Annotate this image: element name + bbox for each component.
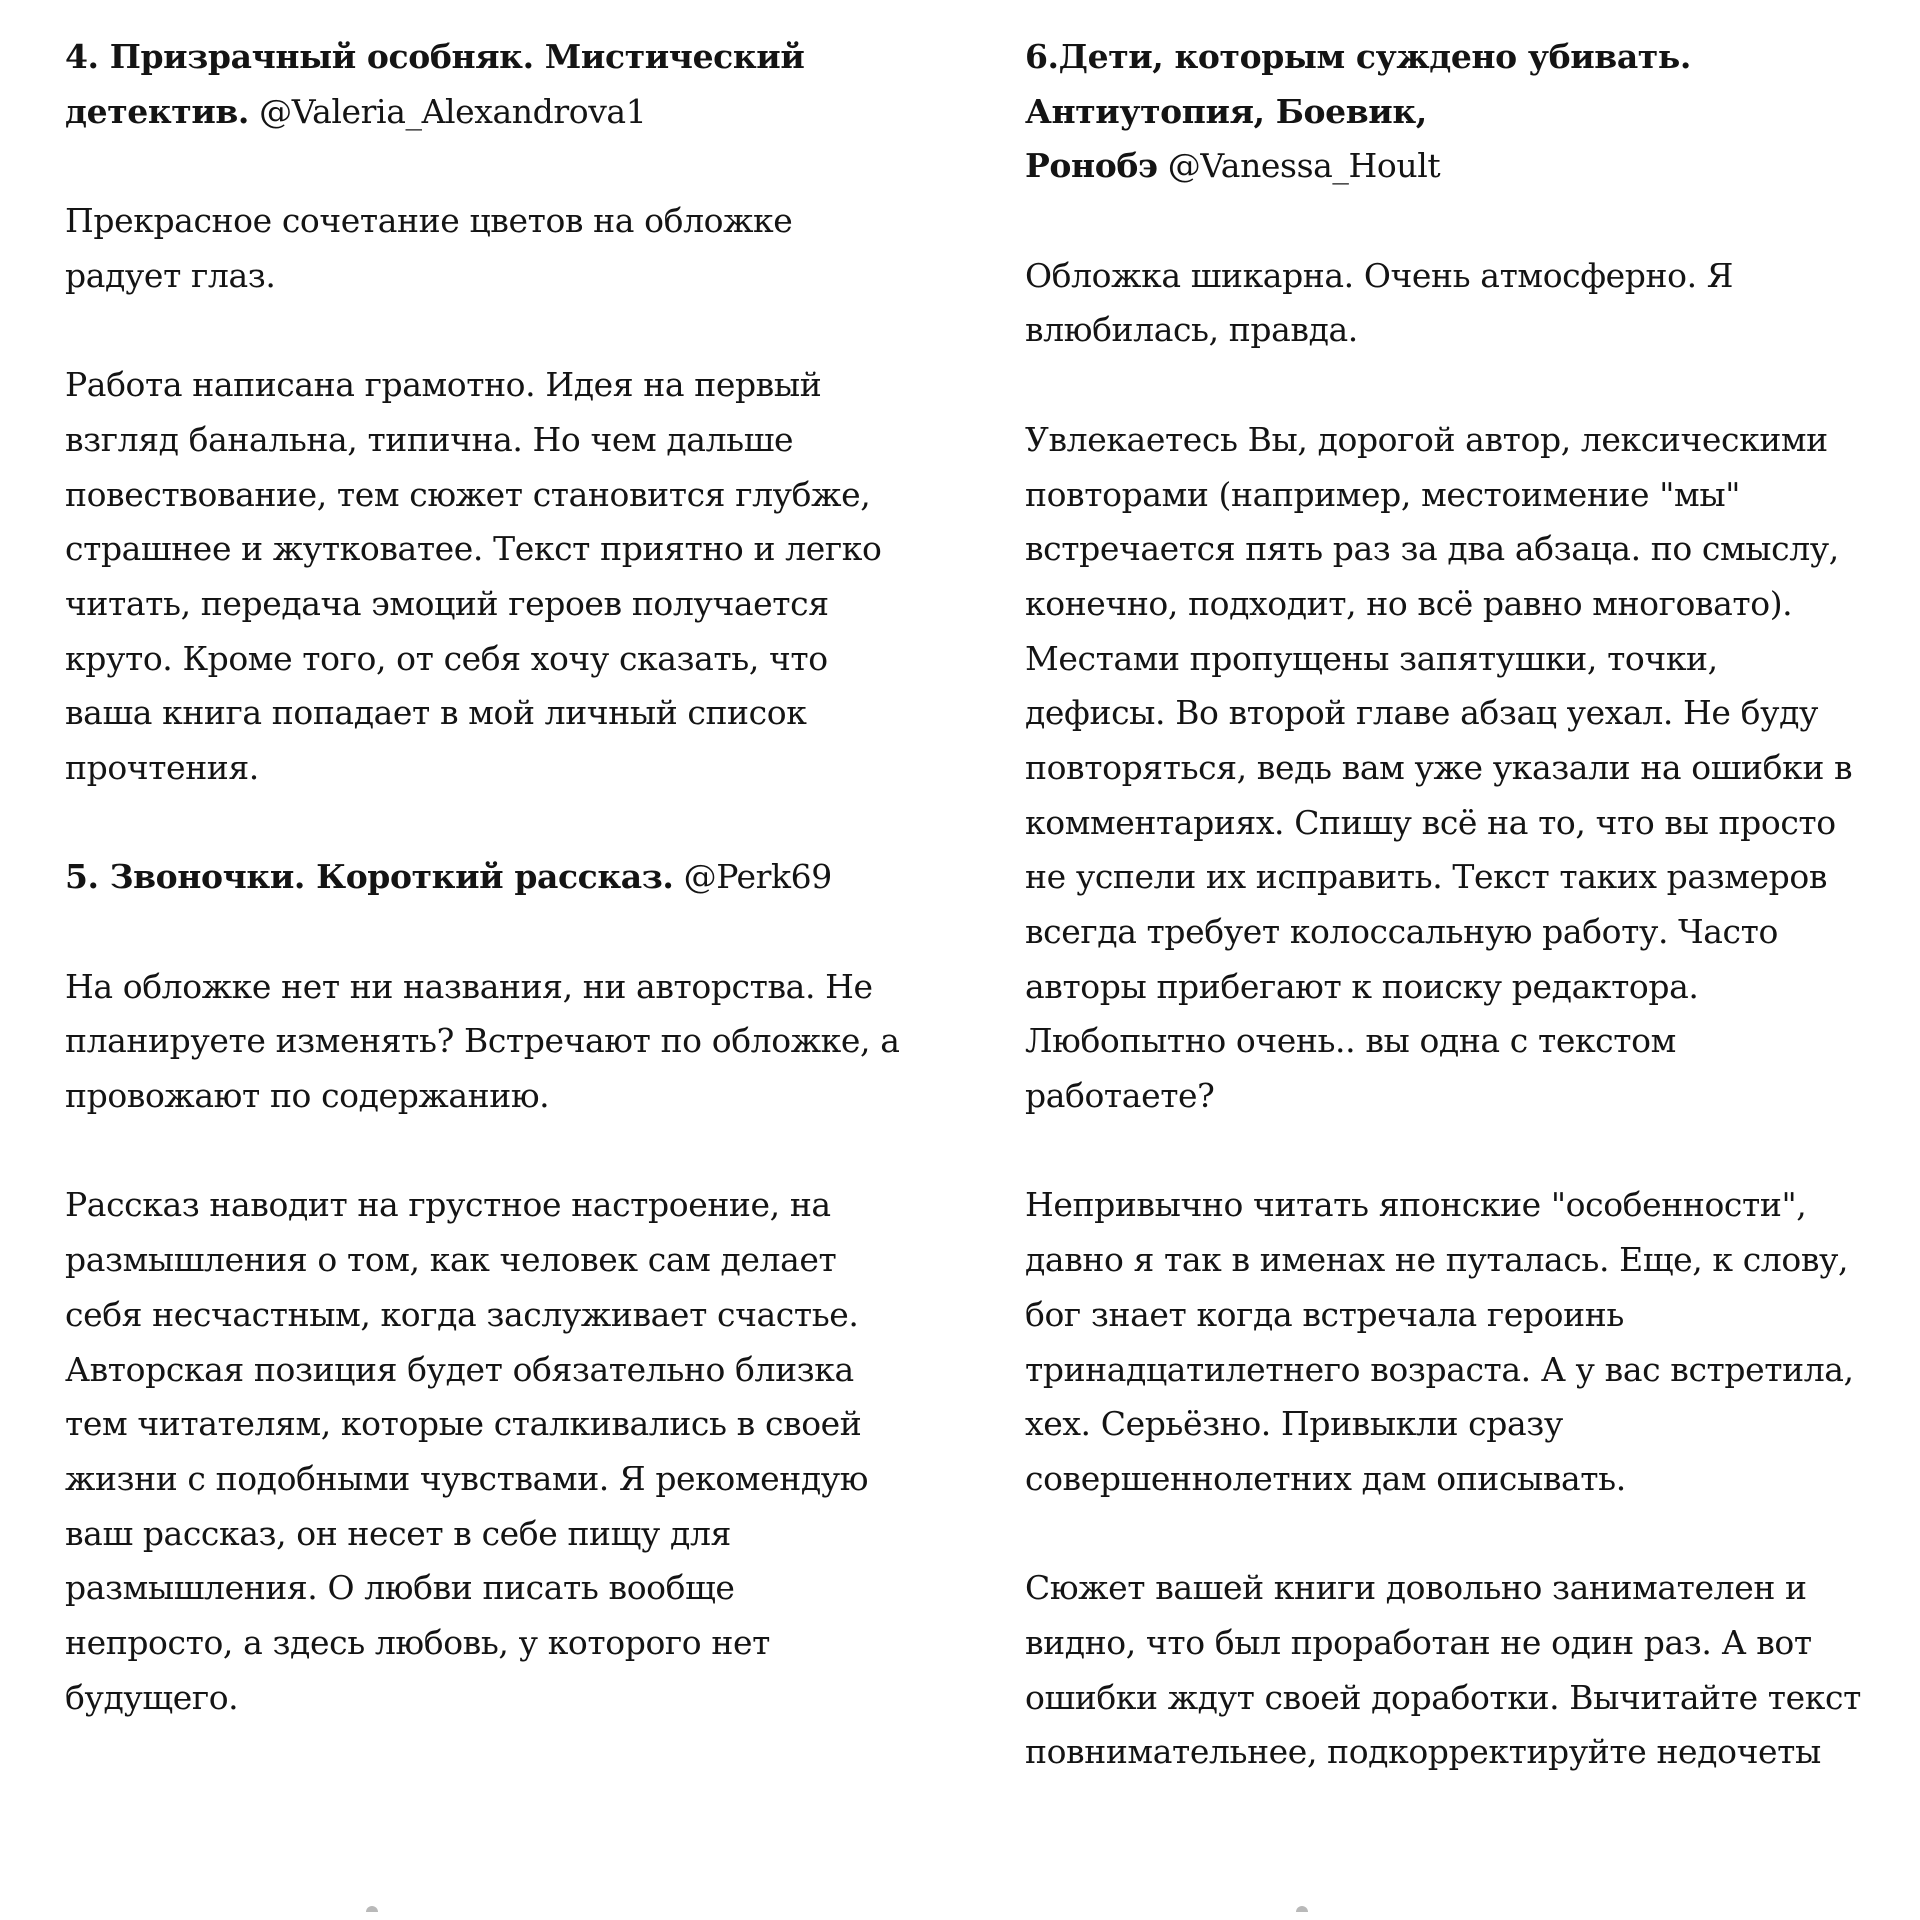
text-line: размышления. О любви писать вообще: [65, 1568, 735, 1608]
text-line: не успели их исправить. Текст таких размеров: [1025, 857, 1828, 897]
text-line: размышления о том, как человек сам делает: [65, 1240, 837, 1280]
review-6: [1025, 30, 1885, 1780]
text-line: себя несчастным, когда заслуживает счастье.: [65, 1294, 859, 1334]
text-line: дефисы. Во второй главе абзац уехал. Не буду: [1025, 693, 1819, 733]
text-line: читать, передача эмоций героев получается: [65, 583, 829, 623]
text-line: круто. Кроме того, от себя хочу сказать, что: [65, 638, 828, 678]
review-title-continued: Антиутопия, Боевик,: [1025, 91, 1427, 131]
text-line: бог знает когда встречала героинь: [1025, 1294, 1624, 1334]
text-line: конечно, подходит, но всё равно многовато).: [1025, 583, 1793, 623]
blank-line: [65, 139, 925, 194]
right-column: [1025, 30, 1885, 1780]
text-line: повторами (например, местоимение "мы": [1025, 474, 1740, 514]
paragraph: [65, 1178, 925, 1725]
text-line: давно я так в именах не путалась. Еще, к слову,: [1025, 1240, 1849, 1280]
text-line: совершеннолетних дам описывать.: [1025, 1458, 1626, 1498]
text-line: Сюжет вашей книги довольно занимателен и: [1025, 1568, 1807, 1608]
left-column: [65, 30, 925, 1725]
paragraph: [65, 358, 925, 796]
author-handle: @Vanessa_Hoult: [1167, 146, 1441, 186]
review-title-continued: [1025, 139, 1885, 194]
blank-line: [1025, 194, 1885, 249]
review-title-part: Ронобэ: [1025, 146, 1158, 186]
blank-line: [65, 1124, 925, 1179]
review-4: [65, 30, 925, 796]
text-line: ваш рассказ, он несет в себе пищу для: [65, 1513, 731, 1553]
text-line: комментариях. Спишу всё на то, что вы просто: [1025, 802, 1836, 842]
review-5: [65, 850, 925, 1725]
text-line: повнимательнее, подкорректируйте недочеты: [1025, 1732, 1821, 1772]
paragraph: [1025, 1178, 1885, 1506]
text-line: Рассказ наводит на грустное настроение, на: [65, 1185, 831, 1225]
review-title: [65, 850, 925, 905]
text-line: повторяться, ведь вам уже указали на ошибки в: [1025, 747, 1853, 787]
review-title: 6.Дети, которым суждено убивать.: [1025, 37, 1691, 76]
review-title-part: детектив.: [65, 91, 250, 131]
text-line: повествование, тем сюжет становится глубже,: [65, 474, 871, 514]
blank-line: [65, 796, 925, 851]
paragraph: [1025, 413, 1885, 1124]
text-line: видно, что был проработан не один раз. А вот: [1025, 1622, 1812, 1662]
scan-artifact: [366, 1906, 378, 1912]
text-line: радует глаз.: [65, 255, 276, 295]
text-line: прочтения.: [65, 747, 259, 787]
text-line: ошибки ждут своей доработки. Вычитайте текст: [1025, 1677, 1861, 1717]
text-line: Обложка шикарна. Очень атмосферно. Я: [1025, 255, 1734, 295]
review-title-continued: [65, 85, 925, 140]
blank-line: [1025, 358, 1885, 413]
text-line: встречается пять раз за два абзаца. по смыслу,: [1025, 529, 1839, 569]
paragraph: [1025, 249, 1885, 358]
text-line: всегда требует колоссальную работу. Часто: [1025, 912, 1778, 951]
author-handle: @Valeria_Alexandrova1: [259, 91, 647, 131]
paragraph: [65, 960, 925, 1124]
text-line: провожают по содержанию.: [65, 1076, 550, 1116]
text-line: работаете?: [1025, 1076, 1215, 1116]
text-line: влюбилась, правда.: [1025, 310, 1358, 350]
text-line: планируете изменять? Встречают по обложке, а: [65, 1021, 900, 1061]
text-line: Увлекаетесь Вы, дорогой автор, лексическими: [1025, 419, 1828, 459]
text-line: Прекрасное сочетание цветов на обложке: [65, 201, 793, 241]
text-line: взгляд банальна, типична. Но чем дальше: [65, 419, 794, 459]
text-line: Авторская позиция будет обязательно близка: [65, 1349, 854, 1389]
paragraph: [1025, 1561, 1885, 1780]
text-line: Любопытно очень.. вы одна с текстом: [1025, 1021, 1676, 1061]
paragraph: [65, 194, 925, 303]
text-line: Непривычно читать японские "особенности",: [1025, 1185, 1807, 1225]
text-line: непросто, а здесь любовь, у которого нет: [65, 1622, 770, 1662]
blank-line: [1025, 1507, 1885, 1562]
review-title: 4. Призрачный особняк. Мистический: [65, 37, 805, 76]
text-line: будущего.: [65, 1677, 239, 1717]
blank-line: [1025, 1124, 1885, 1179]
text-line: Работа написана грамотно. Идея на первый: [65, 365, 822, 405]
text-line: авторы прибегают к поиску редактора.: [1025, 966, 1699, 1006]
text-line: ваша книга попадает в мой личный список: [65, 693, 807, 733]
text-line: жизни с подобными чувствами. Я рекомендую: [65, 1458, 869, 1498]
text-line: страшнее и жутковатее. Текст приятно и легко: [65, 529, 882, 569]
scan-artifact: [1296, 1906, 1308, 1912]
review-title-part: 5. Звоночки. Короткий рассказ.: [65, 857, 674, 897]
text-line: тем читателям, которые сталкивались в своей: [65, 1404, 862, 1444]
text-line: хех. Серьёзно. Привыкли сразу: [1025, 1404, 1563, 1444]
blank-line: [65, 303, 925, 358]
text-line: тринадцатилетнего возраста. А у вас встретила,: [1025, 1349, 1854, 1389]
blank-line: [65, 905, 925, 960]
author-handle: @Perk69: [683, 857, 832, 897]
text-line: Местами пропущены запятушки, точки,: [1025, 638, 1718, 678]
text-line: На обложке нет ни названия, ни авторства. Не: [65, 966, 873, 1006]
